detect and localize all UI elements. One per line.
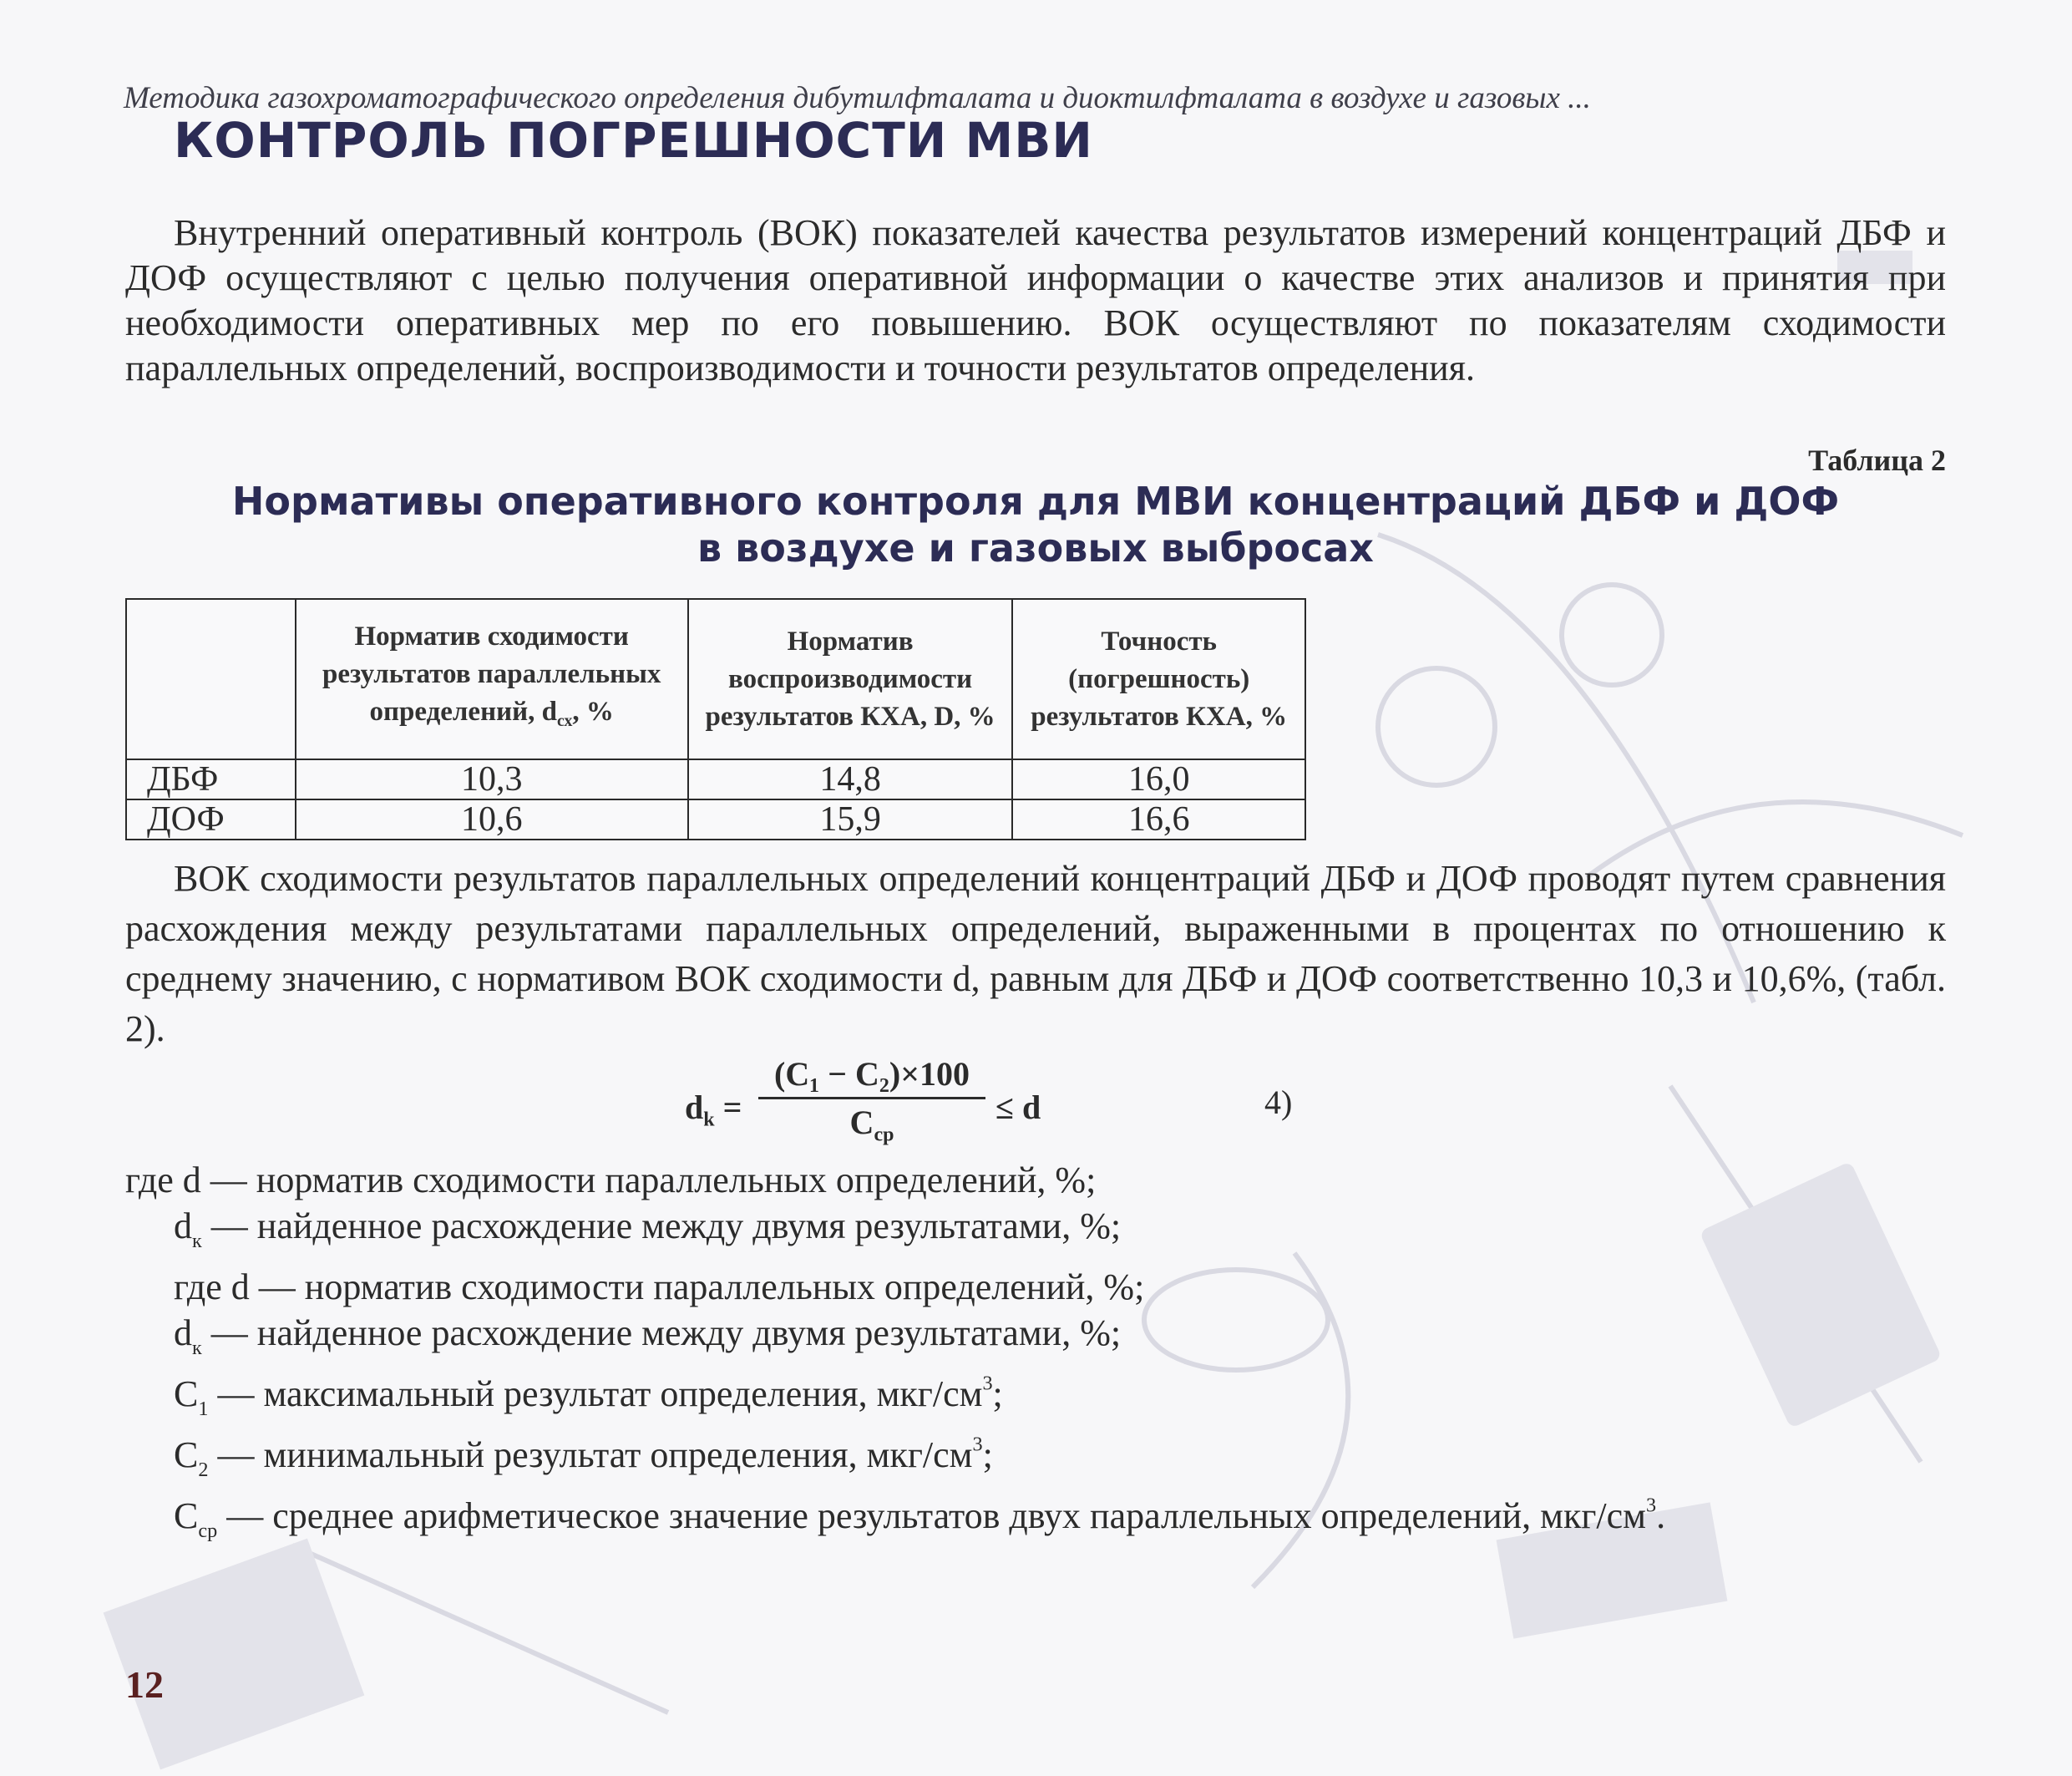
formula-numerator: (C₁ − C₂)×100	[758, 1054, 985, 1099]
definitions-list	[125, 1157, 1963, 1553]
formula-rhs: ≤ d	[995, 1088, 1041, 1126]
table-row	[126, 799, 1305, 840]
header-convergence: Норматив сходимости результатов параллельных определений, $d_{сх}$, %	[296, 599, 688, 759]
reproducibility-value: 14,8	[688, 759, 1013, 799]
header-accuracy: Точность (погрешность) результатов КХА, %	[1012, 599, 1305, 759]
table-header-row	[126, 599, 1305, 759]
definition-ccp: $C_{ср}$ — среднее арифметическое значение результатов двух параллельных определений, мкг/$см^3$.	[174, 1494, 1666, 1542]
reproducibility-value: 15,9	[688, 799, 1013, 840]
table-title-line-1: Нормативы оперативного контроля для МВИ концентраций ДБФ и ДОФ	[231, 479, 1840, 524]
convergence-value: 10,3	[296, 759, 688, 799]
formula	[685, 1054, 1320, 1163]
formula-denominator: $C_{ср}$	[849, 1104, 894, 1146]
table-title-line-2: в воздухе и газовых выбросах	[697, 525, 1374, 571]
page-number: 12	[125, 1663, 164, 1706]
norms-table	[125, 598, 1306, 840]
running-header: Методика газохроматографического определения дибутилфталата и диоктилфталата в воздухе и газовых ...	[124, 81, 1591, 115]
row-name: ДОФ	[126, 799, 296, 840]
header-reproducibility: Норматив воспроизводимости результатов КХА, D, %	[688, 599, 1013, 759]
definition-c2: $C_2$ — минимальный результат определения, мкг/$см^3$;	[174, 1433, 993, 1481]
convergence-paragraph: ВОК сходимости результатов параллельных определений концентраций ДБФ и ДОФ проводят путем сравнения расхождения между результатами параллельных определений, выраженными в процентах по отношению к среднему значению, с нормативом ВОК сходимости d, равным для ДБФ и ДОФ соответственно 10,3 и 10,6%, (табл. 2).	[125, 858, 1946, 1049]
header-empty-cell	[126, 599, 296, 759]
table-title	[125, 478, 1946, 571]
definition-c1: $C_1$ — максимальный результат определения, мкг/$см^3$;	[174, 1372, 1003, 1420]
definition-dk: $d_к$ — найденное расхождение между двумя результатами, %;	[174, 1205, 1122, 1252]
definition-d-repeat: где d — норматив сходимости параллельных определений, %;	[174, 1266, 1145, 1307]
row-name: ДБФ	[126, 759, 296, 799]
formula-fraction	[758, 1054, 985, 1146]
table-row	[126, 759, 1305, 799]
section-title: КОНТРОЛЬ ПОГРЕШНОСТИ МВИ	[174, 112, 1093, 169]
definition-dk-repeat: $d_к$ — найденное расхождение между двумя результатами, %;	[174, 1312, 1122, 1359]
accuracy-value: 16,6	[1012, 799, 1305, 840]
convergence-value: 10,6	[296, 799, 688, 840]
definition-d: где d — норматив сходимости параллельных определений, %;	[125, 1159, 1097, 1200]
equation-number: 4)	[1264, 1083, 1293, 1121]
accuracy-value: 16,0	[1012, 759, 1305, 799]
table-label: Таблица 2	[1808, 444, 1946, 477]
intro-paragraph: Внутренний оперативный контроль (ВОК) показателей качества результатов измерений концентраций ДБФ и ДОФ осуществляют с целью получения оперативной информации о качестве этих анализов и принятия при необходимости оперативных мер по его повышению. ВОК осуществляют по показателям сходимости параллельных определений, воспроизводимости и точности результатов определения.	[125, 212, 1946, 388]
formula-lhs: $d_k$ =	[685, 1088, 742, 1131]
